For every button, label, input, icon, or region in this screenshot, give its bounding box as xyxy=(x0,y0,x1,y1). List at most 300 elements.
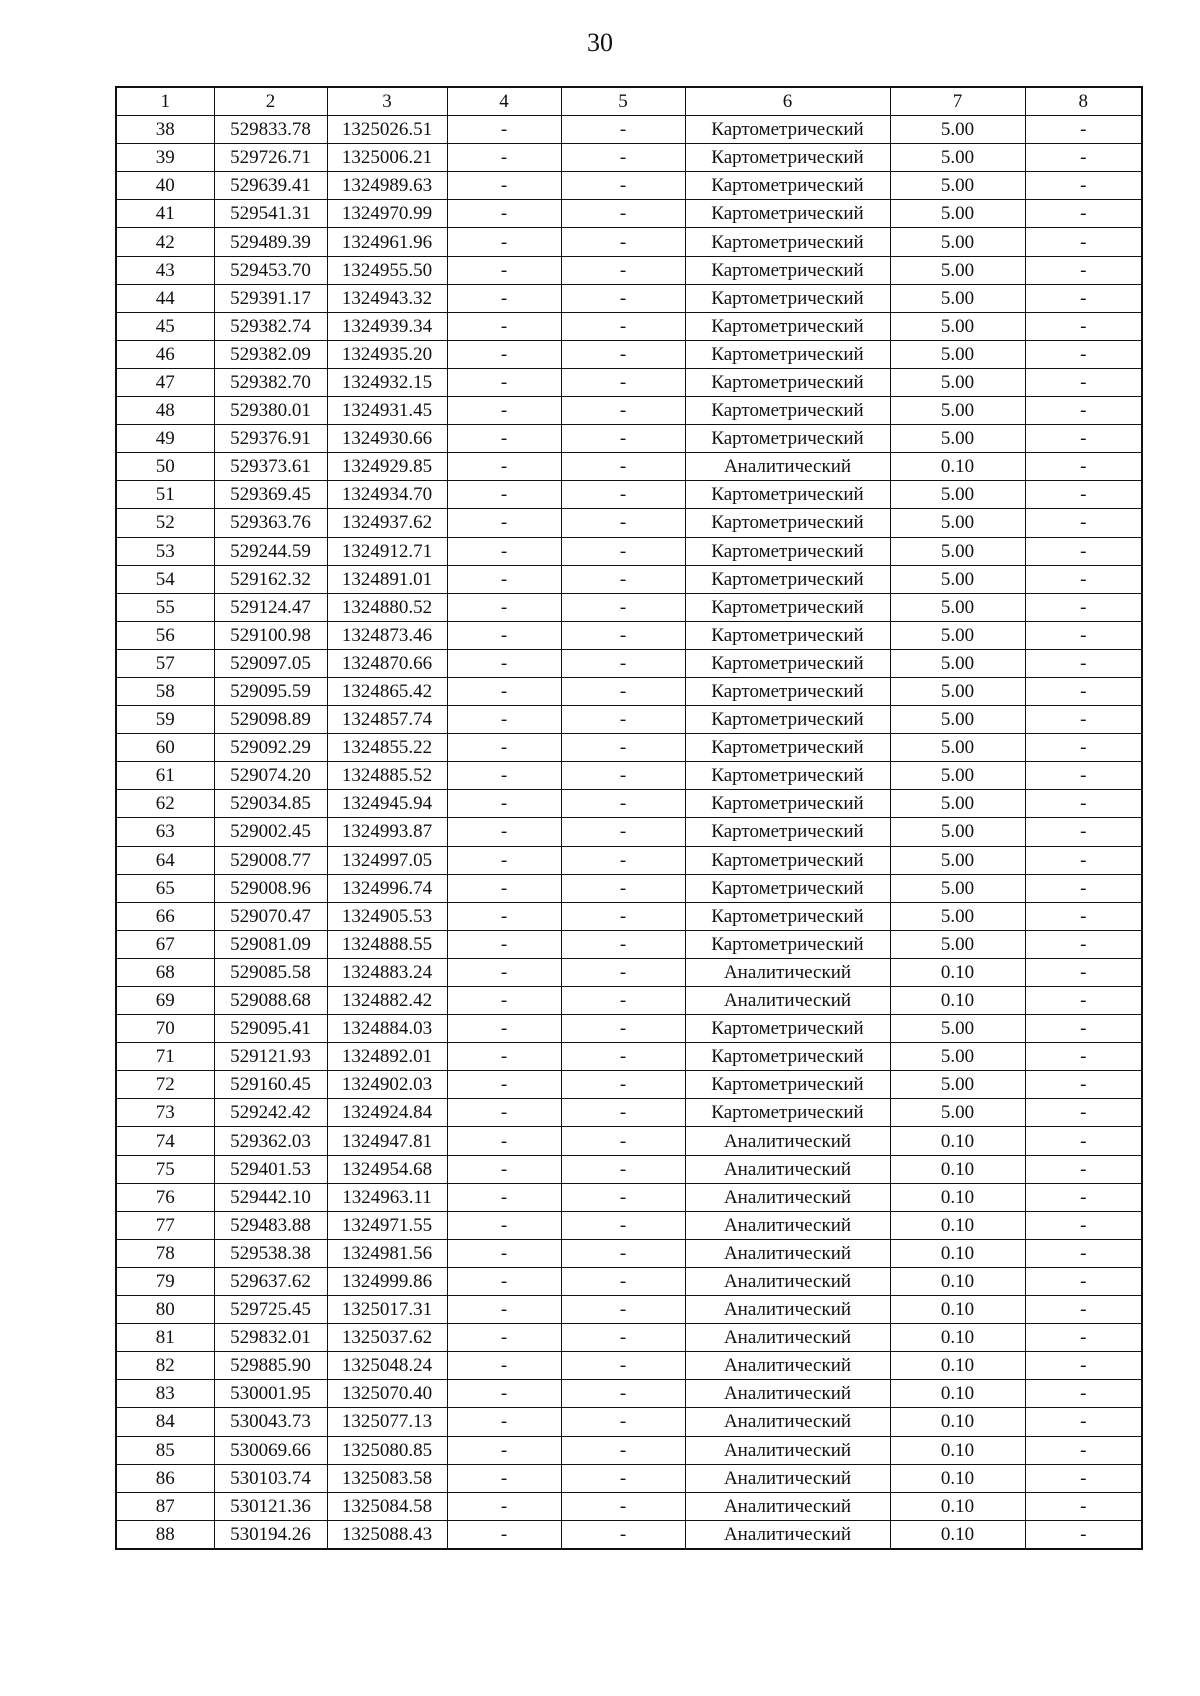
table-header-row xyxy=(116,87,1142,116)
method-cell: Картометрический xyxy=(685,818,890,846)
method-cell: Картометрический xyxy=(685,706,890,734)
col5-cell: - xyxy=(561,902,685,930)
x-coordinate-cell: 529098.89 xyxy=(214,706,327,734)
col4-cell: - xyxy=(447,930,561,958)
method-cell: Картометрический xyxy=(685,425,890,453)
col5-cell: - xyxy=(561,1436,685,1464)
col5-cell: - xyxy=(561,1408,685,1436)
col5-cell: - xyxy=(561,1380,685,1408)
point-number-cell: 52 xyxy=(116,509,214,537)
table-row xyxy=(116,312,1142,340)
y-coordinate-cell: 1324865.42 xyxy=(327,677,447,705)
y-coordinate-cell: 1324870.66 xyxy=(327,649,447,677)
x-coordinate-cell: 529726.71 xyxy=(214,144,327,172)
accuracy-cell: 5.00 xyxy=(890,565,1025,593)
col4-cell: - xyxy=(447,1071,561,1099)
method-cell: Картометрический xyxy=(685,762,890,790)
point-number-cell: 76 xyxy=(116,1183,214,1211)
method-cell: Аналитический xyxy=(685,987,890,1015)
col5-cell: - xyxy=(561,453,685,481)
method-cell: Картометрический xyxy=(685,312,890,340)
col5-cell: - xyxy=(561,1127,685,1155)
point-number-cell: 46 xyxy=(116,340,214,368)
point-number-cell: 40 xyxy=(116,172,214,200)
col5-cell: - xyxy=(561,537,685,565)
col5-cell: - xyxy=(561,1464,685,1492)
col4-cell: - xyxy=(447,621,561,649)
col8-cell: - xyxy=(1025,144,1142,172)
col5-cell: - xyxy=(561,1324,685,1352)
y-coordinate-cell: 1325017.31 xyxy=(327,1296,447,1324)
col8-cell: - xyxy=(1025,1436,1142,1464)
col5-cell: - xyxy=(561,340,685,368)
table-row xyxy=(116,1436,1142,1464)
y-coordinate-cell: 1324892.01 xyxy=(327,1043,447,1071)
col4-cell: - xyxy=(447,1324,561,1352)
x-coordinate-cell: 529160.45 xyxy=(214,1071,327,1099)
x-coordinate-cell: 529085.58 xyxy=(214,958,327,986)
table-row xyxy=(116,790,1142,818)
point-number-cell: 64 xyxy=(116,846,214,874)
table-row xyxy=(116,1324,1142,1352)
table-row xyxy=(116,565,1142,593)
col5-cell: - xyxy=(561,677,685,705)
col8-cell: - xyxy=(1025,1099,1142,1127)
accuracy-cell: 5.00 xyxy=(890,144,1025,172)
accuracy-cell: 0.10 xyxy=(890,1520,1025,1549)
x-coordinate-cell: 529242.42 xyxy=(214,1099,327,1127)
y-coordinate-cell: 1324884.03 xyxy=(327,1015,447,1043)
y-coordinate-cell: 1324931.45 xyxy=(327,397,447,425)
col4-cell: - xyxy=(447,537,561,565)
col4-cell: - xyxy=(447,987,561,1015)
coordinates-table xyxy=(115,86,1143,1550)
method-cell: Картометрический xyxy=(685,593,890,621)
method-cell: Картометрический xyxy=(685,649,890,677)
table-row xyxy=(116,1520,1142,1549)
col4-cell: - xyxy=(447,228,561,256)
accuracy-cell: 0.10 xyxy=(890,1296,1025,1324)
col4-cell: - xyxy=(447,846,561,874)
col4-cell: - xyxy=(447,1380,561,1408)
accuracy-cell: 5.00 xyxy=(890,200,1025,228)
accuracy-cell: 5.00 xyxy=(890,762,1025,790)
accuracy-cell: 5.00 xyxy=(890,397,1025,425)
method-cell: Аналитический xyxy=(685,958,890,986)
col5-cell: - xyxy=(561,649,685,677)
x-coordinate-cell: 529453.70 xyxy=(214,256,327,284)
col8-cell: - xyxy=(1025,734,1142,762)
method-cell: Аналитический xyxy=(685,1211,890,1239)
point-number-cell: 50 xyxy=(116,453,214,481)
method-cell: Картометрический xyxy=(685,1099,890,1127)
x-coordinate-cell: 530001.95 xyxy=(214,1380,327,1408)
col4-cell: - xyxy=(447,902,561,930)
col5-cell: - xyxy=(561,1155,685,1183)
method-cell: Картометрический xyxy=(685,1043,890,1071)
col8-cell: - xyxy=(1025,172,1142,200)
accuracy-cell: 0.10 xyxy=(890,1408,1025,1436)
table-row xyxy=(116,481,1142,509)
col4-cell: - xyxy=(447,200,561,228)
x-coordinate-cell: 529401.53 xyxy=(214,1155,327,1183)
point-number-cell: 49 xyxy=(116,425,214,453)
y-coordinate-cell: 1325037.62 xyxy=(327,1324,447,1352)
method-cell: Аналитический xyxy=(685,1352,890,1380)
col8-cell: - xyxy=(1025,1211,1142,1239)
col5-cell: - xyxy=(561,256,685,284)
accuracy-cell: 0.10 xyxy=(890,1464,1025,1492)
accuracy-cell: 5.00 xyxy=(890,481,1025,509)
col8-cell: - xyxy=(1025,762,1142,790)
col8-cell: - xyxy=(1025,677,1142,705)
accuracy-cell: 5.00 xyxy=(890,874,1025,902)
y-coordinate-cell: 1324930.66 xyxy=(327,425,447,453)
column-header: 8 xyxy=(1025,87,1142,116)
x-coordinate-cell: 529124.47 xyxy=(214,593,327,621)
table-row xyxy=(116,397,1142,425)
col5-cell: - xyxy=(561,1239,685,1267)
accuracy-cell: 5.00 xyxy=(890,706,1025,734)
accuracy-cell: 5.00 xyxy=(890,902,1025,930)
col8-cell: - xyxy=(1025,453,1142,481)
col8-cell: - xyxy=(1025,340,1142,368)
y-coordinate-cell: 1324971.55 xyxy=(327,1211,447,1239)
y-coordinate-cell: 1324891.01 xyxy=(327,565,447,593)
col8-cell: - xyxy=(1025,1352,1142,1380)
col8-cell: - xyxy=(1025,874,1142,902)
method-cell: Аналитический xyxy=(685,1183,890,1211)
x-coordinate-cell: 529002.45 xyxy=(214,818,327,846)
col8-cell: - xyxy=(1025,1071,1142,1099)
accuracy-cell: 5.00 xyxy=(890,649,1025,677)
accuracy-cell: 0.10 xyxy=(890,1127,1025,1155)
table-row xyxy=(116,425,1142,453)
table-row xyxy=(116,453,1142,481)
point-number-cell: 79 xyxy=(116,1267,214,1295)
accuracy-cell: 0.10 xyxy=(890,1352,1025,1380)
x-coordinate-cell: 529362.03 xyxy=(214,1127,327,1155)
point-number-cell: 70 xyxy=(116,1015,214,1043)
accuracy-cell: 0.10 xyxy=(890,1267,1025,1295)
col8-cell: - xyxy=(1025,397,1142,425)
table-row xyxy=(116,1464,1142,1492)
table-row xyxy=(116,818,1142,846)
point-number-cell: 86 xyxy=(116,1464,214,1492)
col8-cell: - xyxy=(1025,425,1142,453)
accuracy-cell: 5.00 xyxy=(890,172,1025,200)
column-header: 1 xyxy=(116,87,214,116)
col8-cell: - xyxy=(1025,958,1142,986)
x-coordinate-cell: 529483.88 xyxy=(214,1211,327,1239)
y-coordinate-cell: 1324932.15 xyxy=(327,368,447,396)
method-cell: Картометрический xyxy=(685,284,890,312)
col4-cell: - xyxy=(447,677,561,705)
col4-cell: - xyxy=(447,1492,561,1520)
col4-cell: - xyxy=(447,116,561,144)
col8-cell: - xyxy=(1025,1239,1142,1267)
accuracy-cell: 5.00 xyxy=(890,256,1025,284)
col4-cell: - xyxy=(447,425,561,453)
x-coordinate-cell: 529382.74 xyxy=(214,312,327,340)
y-coordinate-cell: 1324943.32 xyxy=(327,284,447,312)
col5-cell: - xyxy=(561,144,685,172)
y-coordinate-cell: 1324934.70 xyxy=(327,481,447,509)
table-row xyxy=(116,368,1142,396)
col4-cell: - xyxy=(447,1211,561,1239)
accuracy-cell: 0.10 xyxy=(890,987,1025,1015)
col4-cell: - xyxy=(447,1183,561,1211)
col4-cell: - xyxy=(447,958,561,986)
point-number-cell: 41 xyxy=(116,200,214,228)
col8-cell: - xyxy=(1025,649,1142,677)
point-number-cell: 57 xyxy=(116,649,214,677)
point-number-cell: 42 xyxy=(116,228,214,256)
accuracy-cell: 5.00 xyxy=(890,1099,1025,1127)
point-number-cell: 74 xyxy=(116,1127,214,1155)
point-number-cell: 58 xyxy=(116,677,214,705)
accuracy-cell: 5.00 xyxy=(890,340,1025,368)
col4-cell: - xyxy=(447,790,561,818)
y-coordinate-cell: 1324947.81 xyxy=(327,1127,447,1155)
x-coordinate-cell: 529391.17 xyxy=(214,284,327,312)
method-cell: Картометрический xyxy=(685,116,890,144)
col4-cell: - xyxy=(447,340,561,368)
table-row xyxy=(116,509,1142,537)
point-number-cell: 68 xyxy=(116,958,214,986)
table-row xyxy=(116,340,1142,368)
table-row xyxy=(116,1211,1142,1239)
x-coordinate-cell: 530194.26 xyxy=(214,1520,327,1549)
col5-cell: - xyxy=(561,368,685,396)
accuracy-cell: 0.10 xyxy=(890,1211,1025,1239)
point-number-cell: 45 xyxy=(116,312,214,340)
table-row xyxy=(116,537,1142,565)
y-coordinate-cell: 1324989.63 xyxy=(327,172,447,200)
table-row xyxy=(116,256,1142,284)
y-coordinate-cell: 1324888.55 xyxy=(327,930,447,958)
table-row xyxy=(116,1043,1142,1071)
table-row xyxy=(116,677,1142,705)
col4-cell: - xyxy=(447,397,561,425)
column-header: 2 xyxy=(214,87,327,116)
col8-cell: - xyxy=(1025,1267,1142,1295)
point-number-cell: 83 xyxy=(116,1380,214,1408)
y-coordinate-cell: 1324905.53 xyxy=(327,902,447,930)
table-row xyxy=(116,649,1142,677)
table-row xyxy=(116,1127,1142,1155)
col5-cell: - xyxy=(561,1520,685,1549)
method-cell: Картометрический xyxy=(685,509,890,537)
point-number-cell: 88 xyxy=(116,1520,214,1549)
col5-cell: - xyxy=(561,1071,685,1099)
point-number-cell: 85 xyxy=(116,1436,214,1464)
y-coordinate-cell: 1324997.05 xyxy=(327,846,447,874)
table-row xyxy=(116,930,1142,958)
y-coordinate-cell: 1324961.96 xyxy=(327,228,447,256)
col4-cell: - xyxy=(447,874,561,902)
method-cell: Аналитический xyxy=(685,1436,890,1464)
x-coordinate-cell: 529008.96 xyxy=(214,874,327,902)
x-coordinate-cell: 529442.10 xyxy=(214,1183,327,1211)
method-cell: Аналитический xyxy=(685,453,890,481)
col5-cell: - xyxy=(561,1267,685,1295)
col4-cell: - xyxy=(447,481,561,509)
col4-cell: - xyxy=(447,1520,561,1549)
y-coordinate-cell: 1324857.74 xyxy=(327,706,447,734)
method-cell: Картометрический xyxy=(685,846,890,874)
point-number-cell: 82 xyxy=(116,1352,214,1380)
table-row xyxy=(116,228,1142,256)
point-number-cell: 77 xyxy=(116,1211,214,1239)
x-coordinate-cell: 529369.45 xyxy=(214,481,327,509)
col5-cell: - xyxy=(561,930,685,958)
col5-cell: - xyxy=(561,481,685,509)
accuracy-cell: 0.10 xyxy=(890,958,1025,986)
col5-cell: - xyxy=(561,818,685,846)
col4-cell: - xyxy=(447,762,561,790)
table-row xyxy=(116,706,1142,734)
col4-cell: - xyxy=(447,1267,561,1295)
method-cell: Аналитический xyxy=(685,1492,890,1520)
col4-cell: - xyxy=(447,1352,561,1380)
method-cell: Аналитический xyxy=(685,1155,890,1183)
col8-cell: - xyxy=(1025,902,1142,930)
y-coordinate-cell: 1324939.34 xyxy=(327,312,447,340)
accuracy-cell: 5.00 xyxy=(890,818,1025,846)
table-row xyxy=(116,144,1142,172)
y-coordinate-cell: 1325070.40 xyxy=(327,1380,447,1408)
col5-cell: - xyxy=(561,987,685,1015)
point-number-cell: 87 xyxy=(116,1492,214,1520)
y-coordinate-cell: 1324981.56 xyxy=(327,1239,447,1267)
x-coordinate-cell: 529070.47 xyxy=(214,902,327,930)
table-row xyxy=(116,1239,1142,1267)
method-cell: Картометрический xyxy=(685,340,890,368)
col5-cell: - xyxy=(561,565,685,593)
point-number-cell: 60 xyxy=(116,734,214,762)
x-coordinate-cell: 529541.31 xyxy=(214,200,327,228)
method-cell: Картометрический xyxy=(685,790,890,818)
accuracy-cell: 0.10 xyxy=(890,1492,1025,1520)
method-cell: Аналитический xyxy=(685,1408,890,1436)
col5-cell: - xyxy=(561,1352,685,1380)
x-coordinate-cell: 529034.85 xyxy=(214,790,327,818)
x-coordinate-cell: 529832.01 xyxy=(214,1324,327,1352)
col4-cell: - xyxy=(447,509,561,537)
col8-cell: - xyxy=(1025,790,1142,818)
point-number-cell: 56 xyxy=(116,621,214,649)
y-coordinate-cell: 1324902.03 xyxy=(327,1071,447,1099)
col8-cell: - xyxy=(1025,846,1142,874)
x-coordinate-cell: 529363.76 xyxy=(214,509,327,537)
col4-cell: - xyxy=(447,172,561,200)
col5-cell: - xyxy=(561,200,685,228)
accuracy-cell: 5.00 xyxy=(890,930,1025,958)
table-row xyxy=(116,902,1142,930)
method-cell: Аналитический xyxy=(685,1267,890,1295)
col8-cell: - xyxy=(1025,593,1142,621)
method-cell: Картометрический xyxy=(685,621,890,649)
col4-cell: - xyxy=(447,734,561,762)
col8-cell: - xyxy=(1025,1492,1142,1520)
table-row xyxy=(116,1183,1142,1211)
col8-cell: - xyxy=(1025,481,1142,509)
col4-cell: - xyxy=(447,593,561,621)
col8-cell: - xyxy=(1025,621,1142,649)
x-coordinate-cell: 529489.39 xyxy=(214,228,327,256)
y-coordinate-cell: 1324999.86 xyxy=(327,1267,447,1295)
accuracy-cell: 5.00 xyxy=(890,593,1025,621)
y-coordinate-cell: 1324937.62 xyxy=(327,509,447,537)
col8-cell: - xyxy=(1025,256,1142,284)
col8-cell: - xyxy=(1025,706,1142,734)
x-coordinate-cell: 529538.38 xyxy=(214,1239,327,1267)
table-row xyxy=(116,1492,1142,1520)
x-coordinate-cell: 529376.91 xyxy=(214,425,327,453)
method-cell: Аналитический xyxy=(685,1127,890,1155)
point-number-cell: 80 xyxy=(116,1296,214,1324)
col5-cell: - xyxy=(561,593,685,621)
col8-cell: - xyxy=(1025,1296,1142,1324)
accuracy-cell: 5.00 xyxy=(890,790,1025,818)
col5-cell: - xyxy=(561,621,685,649)
x-coordinate-cell: 529081.09 xyxy=(214,930,327,958)
col4-cell: - xyxy=(447,1436,561,1464)
method-cell: Картометрический xyxy=(685,930,890,958)
accuracy-cell: 5.00 xyxy=(890,368,1025,396)
point-number-cell: 59 xyxy=(116,706,214,734)
col8-cell: - xyxy=(1025,116,1142,144)
col8-cell: - xyxy=(1025,1155,1142,1183)
point-number-cell: 71 xyxy=(116,1043,214,1071)
col8-cell: - xyxy=(1025,284,1142,312)
y-coordinate-cell: 1325048.24 xyxy=(327,1352,447,1380)
table-row xyxy=(116,874,1142,902)
accuracy-cell: 5.00 xyxy=(890,734,1025,762)
col8-cell: - xyxy=(1025,1043,1142,1071)
table-row xyxy=(116,987,1142,1015)
col5-cell: - xyxy=(561,734,685,762)
table-row xyxy=(116,1267,1142,1295)
y-coordinate-cell: 1325026.51 xyxy=(327,116,447,144)
col4-cell: - xyxy=(447,1127,561,1155)
col5-cell: - xyxy=(561,228,685,256)
y-coordinate-cell: 1324885.52 xyxy=(327,762,447,790)
table-row xyxy=(116,1099,1142,1127)
method-cell: Картометрический xyxy=(685,228,890,256)
col8-cell: - xyxy=(1025,1520,1142,1549)
col5-cell: - xyxy=(561,172,685,200)
point-number-cell: 65 xyxy=(116,874,214,902)
y-coordinate-cell: 1324929.85 xyxy=(327,453,447,481)
col8-cell: - xyxy=(1025,312,1142,340)
table-row xyxy=(116,172,1142,200)
col5-cell: - xyxy=(561,425,685,453)
x-coordinate-cell: 529074.20 xyxy=(214,762,327,790)
col4-cell: - xyxy=(447,368,561,396)
accuracy-cell: 5.00 xyxy=(890,621,1025,649)
x-coordinate-cell: 529382.70 xyxy=(214,368,327,396)
y-coordinate-cell: 1324912.71 xyxy=(327,537,447,565)
y-coordinate-cell: 1325077.13 xyxy=(327,1408,447,1436)
col4-cell: - xyxy=(447,818,561,846)
point-number-cell: 61 xyxy=(116,762,214,790)
col5-cell: - xyxy=(561,509,685,537)
col4-cell: - xyxy=(447,1296,561,1324)
y-coordinate-cell: 1324882.42 xyxy=(327,987,447,1015)
point-number-cell: 47 xyxy=(116,368,214,396)
